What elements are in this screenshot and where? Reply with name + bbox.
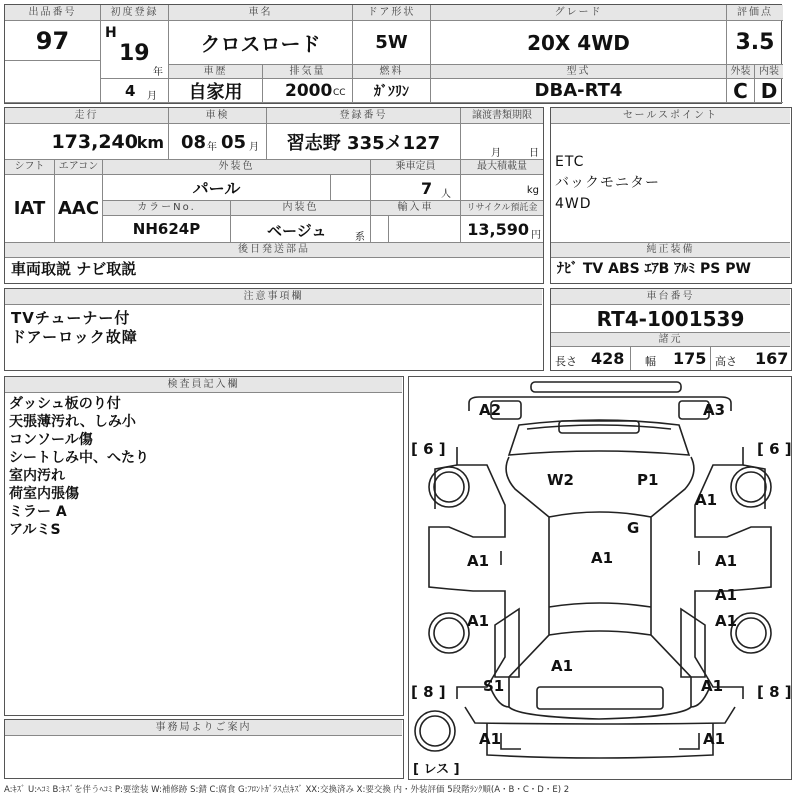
spec-header: 諸元 (551, 333, 790, 347)
tire-rear-left-value: 8 (423, 683, 434, 701)
displacement-cell (263, 79, 353, 103)
fuel: ｶﾞｿﾘﾝ (353, 79, 431, 103)
lot-no-header: 出品番号 (5, 5, 101, 21)
height: 167 (755, 349, 789, 368)
ext-header: 外装 (727, 65, 755, 79)
lot-no-blank (5, 61, 101, 103)
car-outline-svg (409, 377, 790, 778)
mileage-header: 走行 (5, 108, 169, 124)
transfer-month: 月 (491, 148, 501, 159)
chassis-section (550, 288, 792, 371)
recycle-header: リサイクル預託金 (461, 201, 543, 216)
vehicle-header-section (4, 4, 782, 104)
model-code: DBA-RT4 (431, 79, 727, 103)
car-name-header: 車名 (169, 5, 353, 21)
mark-a2-front-left: A2 (479, 401, 502, 419)
shift-header: シフト (5, 160, 55, 175)
inspection-cell (169, 124, 267, 160)
displacement-header: 排気量 (263, 65, 353, 79)
capacity-cell (371, 175, 461, 201)
mark-g-windshield: G (627, 519, 640, 537)
reg-month: 4 (125, 82, 136, 100)
mark-w2-hood: W2 (547, 471, 574, 489)
int-header: 内装 (755, 65, 783, 79)
office-header: 事務局よりご案内 (5, 720, 402, 736)
plate-header: 登録番号 (267, 108, 461, 124)
insp-year-unit: 年 (207, 142, 217, 153)
load-cell (461, 175, 543, 201)
office-section (4, 719, 404, 779)
inspector-notes: ダッシュ板のり付 天張薄汚れ、しみ小 コンソール傷 シートしみ中、へたり 室内汚れ 荷室内張傷 ミラー A アルミS (9, 396, 149, 538)
length: 428 (591, 349, 625, 368)
tire-front-right: [ 6 ] (757, 440, 792, 458)
grade-header: グレード (431, 5, 727, 21)
length-cell (551, 347, 631, 370)
tire-front-left: [ 6 ] (411, 440, 446, 458)
width-cell (631, 347, 711, 370)
first-reg-header: 初度登録 (101, 5, 169, 21)
length-label: 長さ (555, 355, 577, 368)
inspector-header: 検査員記入欄 (5, 377, 402, 393)
tire-rear-right-value: 8 (769, 683, 780, 701)
tire-rear-right: [ 8 ] (757, 683, 792, 701)
int-score: D (755, 79, 783, 103)
interior-color: ベージュ (267, 222, 327, 240)
inspection-header: 車検 (169, 108, 267, 124)
plate-number: 習志野 335メ127 (267, 124, 461, 160)
mark-a1-left-front-door: A1 (467, 552, 490, 570)
transfer-cell (461, 124, 543, 160)
era-letter: H (105, 25, 117, 41)
recycle-cell (461, 216, 543, 243)
inspector-section (4, 376, 404, 716)
year-unit: 年 (153, 67, 163, 78)
tire-front-left-value: 6 (423, 440, 434, 458)
first-reg-month (101, 79, 169, 103)
door-header: ドア形状 (353, 5, 431, 21)
selling-points-section (550, 107, 792, 284)
width: 175 (673, 349, 707, 368)
interior-cell (231, 216, 371, 243)
damage-diagram (408, 376, 792, 780)
selling-header: セールスポイント (551, 108, 790, 124)
mark-a1-right-door-lower: A1 (715, 586, 738, 604)
mark-s1-left-rear: S1 (483, 677, 505, 695)
equipment-header: 純正装備 (551, 243, 790, 258)
chassis-number: RT4-1001539 (551, 305, 790, 333)
equipment: ﾅﾋﾞ TV ABS ｴｱB ｱﾙﾐ PS PW (557, 261, 751, 277)
capacity-unit: 人 (441, 189, 451, 200)
transfer-day: 日 (529, 148, 539, 159)
mark-a1-roof: A1 (591, 549, 614, 567)
ac-header: エアコン (55, 160, 103, 175)
insp-year: 08 (181, 132, 207, 153)
notes-header: 注意事項欄 (5, 289, 542, 305)
transfer-header: 譲渡書類期限 (461, 108, 543, 124)
history-header: 車歴 (169, 65, 263, 79)
recycle-fee: 13,590 (467, 220, 529, 239)
km-unit: km (136, 133, 164, 152)
interior-unit: 系 (355, 232, 365, 243)
notes-section (4, 288, 544, 371)
width-label: 幅 (645, 355, 656, 368)
height-cell (711, 347, 790, 370)
vehicle-detail-section (4, 107, 544, 284)
first-reg-year (101, 21, 169, 79)
tire-front-right-value: 6 (769, 440, 780, 458)
chassis-header: 車台番号 (551, 289, 790, 305)
color-no: NH624P (103, 216, 231, 243)
recycle-unit: 円 (531, 230, 541, 241)
mileage: 173,240 (51, 131, 138, 153)
load-header: 最大積載量 (461, 160, 543, 175)
tire-rear-left: [ 8 ] (411, 683, 446, 701)
load-unit: kg (526, 185, 539, 196)
notes: TVチューナー付 ドアーロック故障 (11, 309, 138, 346)
spare-tire: [ レス ] (413, 762, 460, 777)
grade: 20X 4WD (431, 21, 727, 65)
later-parts-header: 後日発送部品 (5, 243, 543, 258)
exterior-color: パール (103, 175, 331, 201)
reg-year: 19 (119, 41, 150, 66)
lot-no: 97 (5, 21, 101, 61)
mark-a1-right-front-door: A1 (715, 552, 738, 570)
door-type: 5W (353, 21, 431, 65)
color-no-header: カラーNo. (103, 201, 231, 216)
later-parts: 車両取説 ナビ取説 (11, 260, 137, 278)
interior-header: 内装色 (231, 201, 371, 216)
capacity: 7 (421, 179, 433, 198)
mark-a3-front-right: A3 (703, 401, 726, 419)
history: 自家用 (169, 79, 263, 103)
overall-score: 3.5 (727, 21, 783, 65)
insp-month-unit: 月 (249, 142, 259, 153)
capacity-header: 乗車定員 (371, 160, 461, 175)
cc-unit: CC (333, 88, 346, 98)
mark-a1-left-rear-door: A1 (467, 612, 490, 630)
mileage-cell (5, 124, 169, 160)
air-conditioner: AAC (55, 175, 103, 243)
mark-a1-right-rear-door: A1 (715, 612, 738, 630)
model-header: 型式 (431, 65, 727, 79)
mark-a1-rear-bumper-left: A1 (479, 730, 502, 748)
mark-a1-rear-bumper-right: A1 (703, 730, 726, 748)
color-blank (331, 175, 371, 201)
displacement: 2000 (285, 81, 333, 101)
ext-score: C (727, 79, 755, 103)
import-header: 輸入車 (371, 201, 461, 216)
insp-month: 05 (221, 132, 247, 153)
mark-a1-right-fender: A1 (695, 491, 718, 509)
color-header: 外装色 (103, 160, 371, 175)
car-name: クロスロード (169, 21, 353, 65)
import-cell-a (371, 216, 389, 243)
shift: IAT (5, 175, 55, 243)
mark-p1-hood: P1 (637, 471, 659, 489)
month-unit: 月 (147, 91, 157, 102)
spare-tire-value: レス (423, 762, 450, 777)
mark-a1-right-rear: A1 (701, 677, 724, 695)
score-header: 評価点 (727, 5, 783, 21)
legend-footer: A:ｷｽﾞ U:ﾍｺﾐ B:ｷｽﾞを伴うﾍｺﾐ P:要塗装 W:補修跡 S:錆 C:腐食 G:ﾌﾛﾝﾄｶﾞﾗｽ点ｷｽﾞ XX:交換済み X:要交換 内・外装評価 5段階ﾗﾝｸ順(A・B・C・D・E) 2 (4, 785, 570, 795)
height-label: 高さ (715, 355, 737, 368)
mark-a1-rear-hatch: A1 (551, 657, 574, 675)
selling-points: ETC バックモニター 4WD (551, 124, 790, 243)
fuel-header: 燃料 (353, 65, 431, 79)
import-cell-b (389, 216, 461, 243)
